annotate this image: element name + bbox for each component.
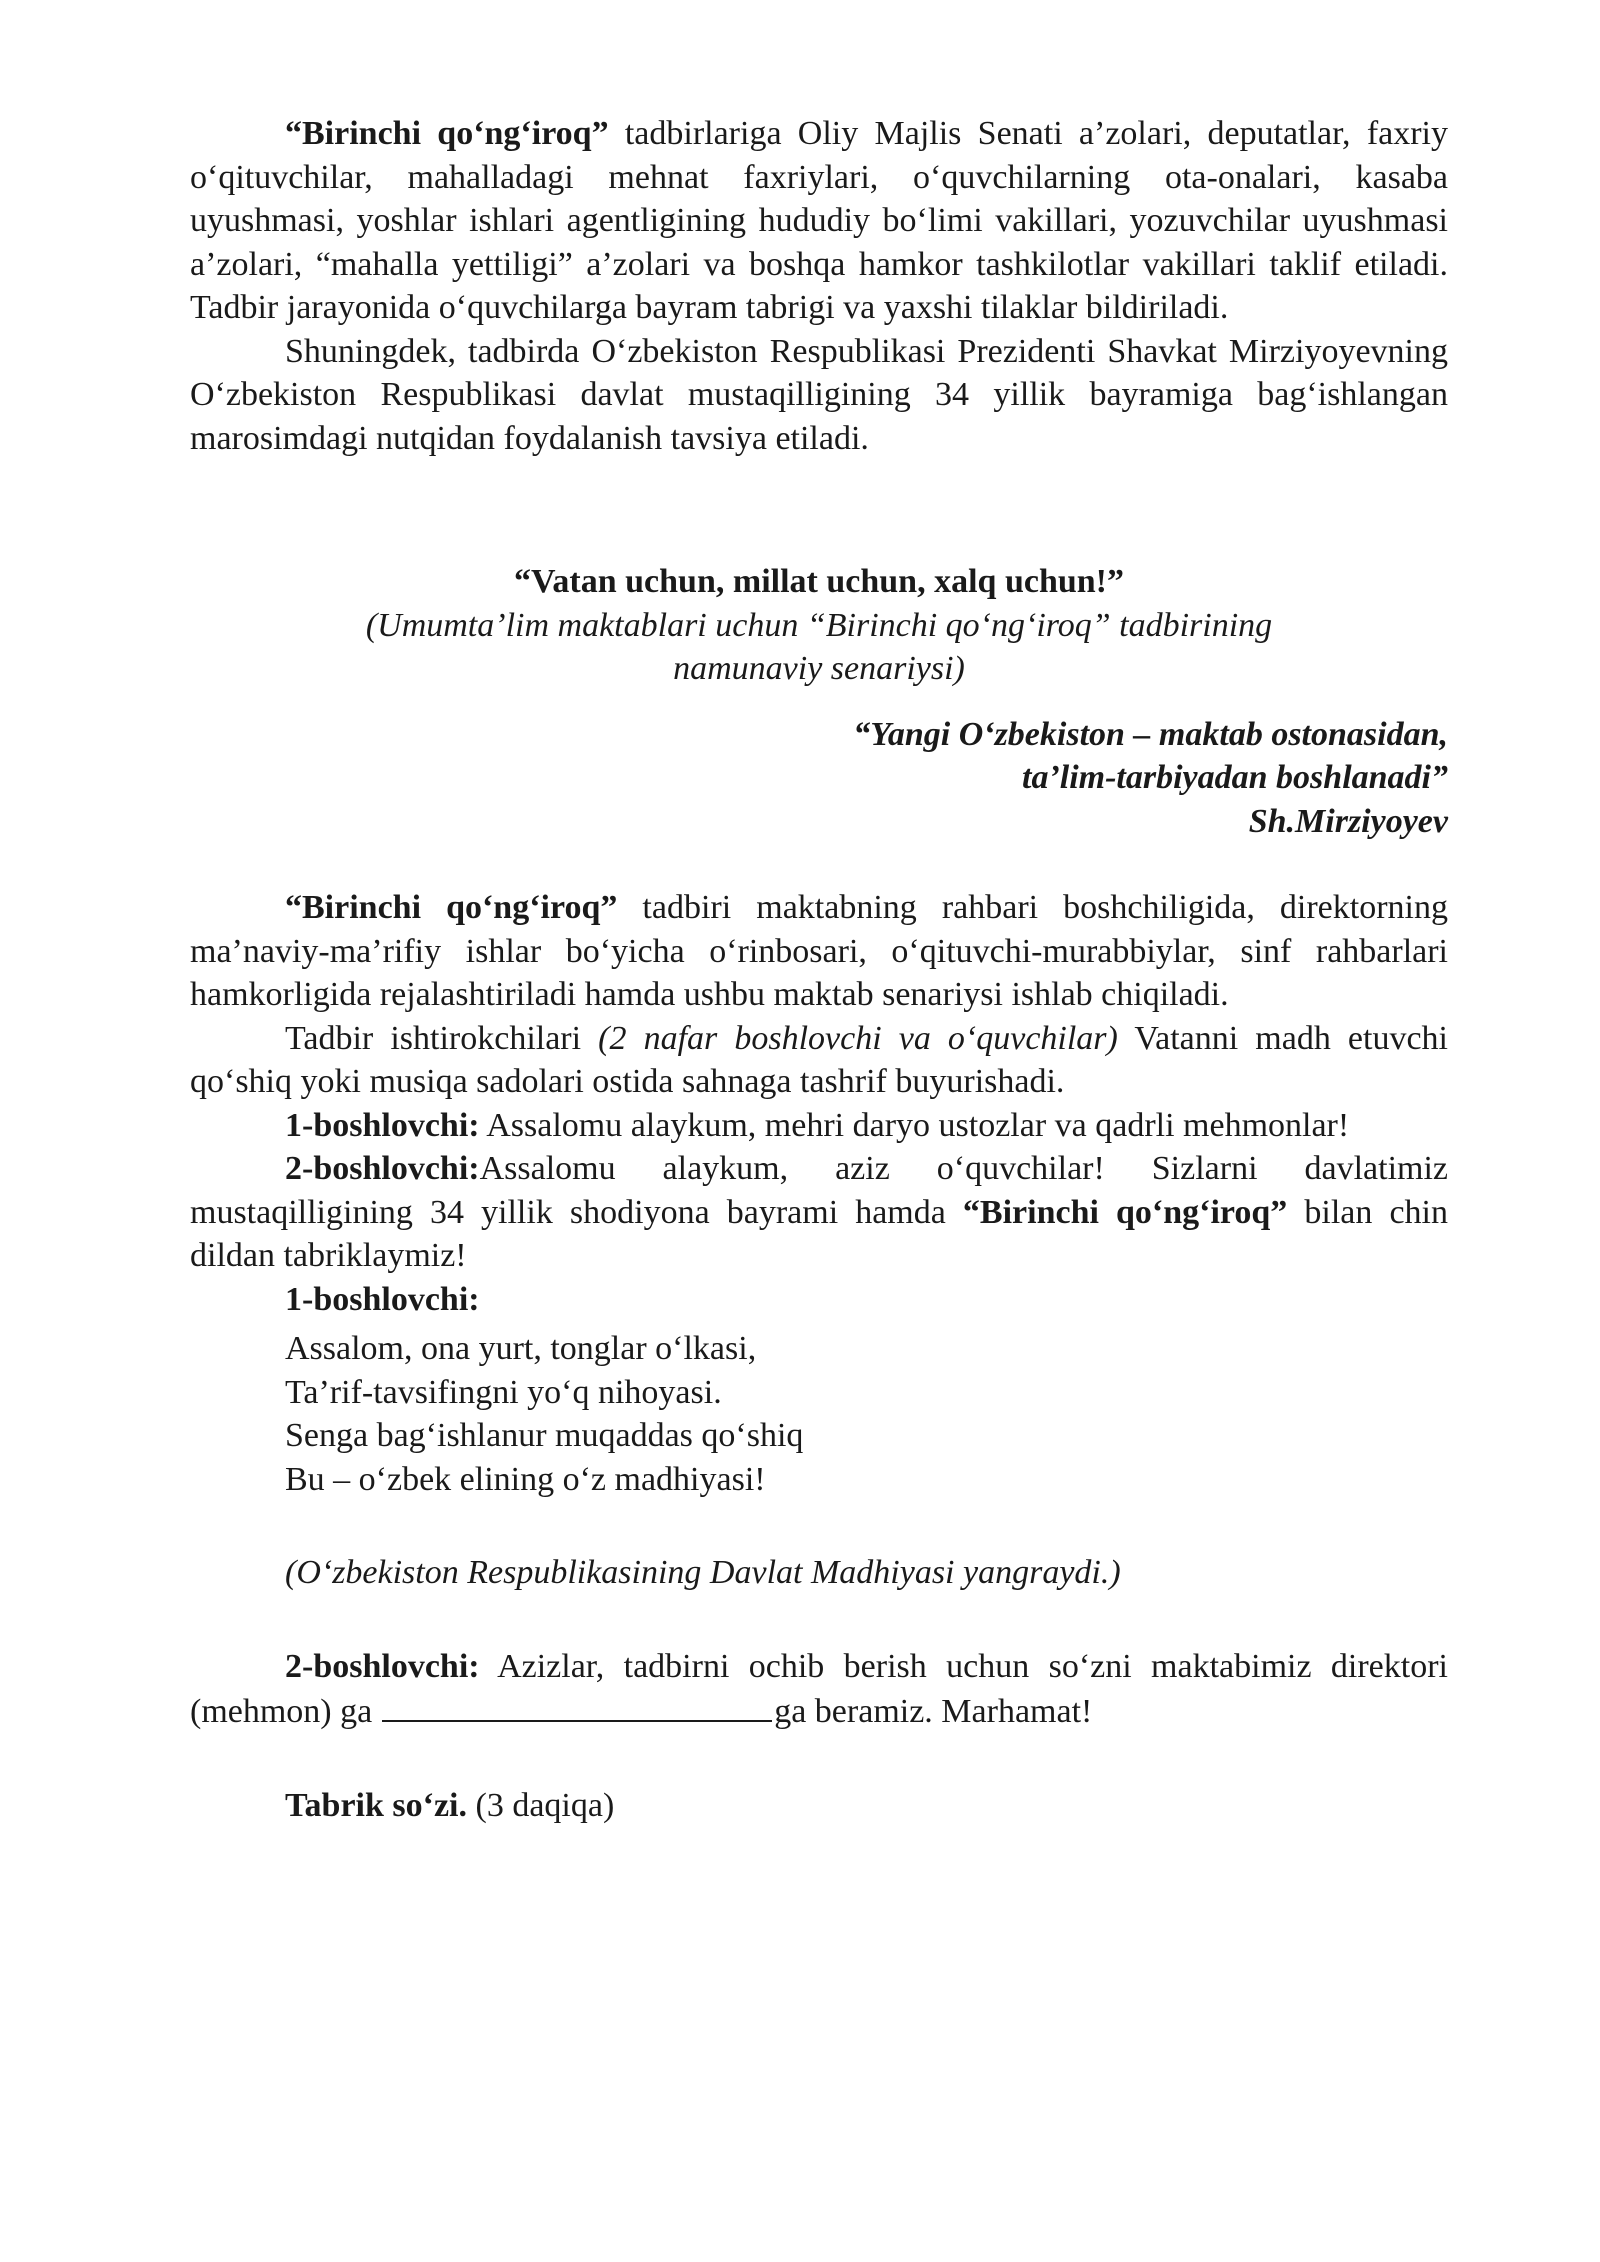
host-2-line [190, 1147, 1448, 1278]
spacer [190, 1501, 1448, 1551]
verse-line: Bu – o‘zbek elining o‘z madhiyasi! [285, 1460, 766, 1498]
greeting-label: Tabrik so‘zi. [285, 1786, 468, 1824]
host-speech: Assalomu alaykum, aziz o‘quvchilar! Sizlarni davlatimiz mustaqilligining 34 yillik shodiyona bayrami hamda [190, 1150, 1448, 1231]
intro-paragraph-1 [190, 112, 1448, 330]
body-text: Tadbir ishtirokchilari [285, 1019, 599, 1057]
stage-note: (O‘zbekiston Respublikasining Davlat Madhiyasi yangraydi.) [285, 1554, 1121, 1591]
scenario-subtitle-line-1: (Umumta’lim maktablari uchun “Birinchi qo‘ng‘iroq” tadbirining [365, 606, 1273, 644]
spacer [190, 691, 1448, 713]
spacer [190, 1734, 1448, 1784]
host-speech: Assalomu alaykum, mehri daryo ustozlar va qadrli mehmonlar! [479, 1106, 1350, 1144]
spacer [190, 1595, 1448, 1645]
host-speech: Azizlar, tadbirni ochib berish uchun so‘zni maktabimiz direktori (mehmon) ga [190, 1647, 1448, 1730]
host-speech-bold: “Birinchi qo‘ng‘iroq” [962, 1193, 1288, 1231]
epigraph-line-1: “Yangi O‘zbekiston – maktab ostonasidan, [853, 715, 1448, 753]
host-1-line [190, 1104, 1448, 1148]
greeting-item [190, 1784, 1448, 1828]
host-label: 2-boshlovchi: [285, 1647, 480, 1685]
body-bold-term: “Birinchi qo‘ng‘iroq” [285, 889, 618, 926]
epigraph-author: Sh.Mirziyoyev [1248, 802, 1448, 840]
spacer [190, 460, 1448, 560]
intro-bold-term: “Birinchi qo‘ng‘iroq” [285, 115, 609, 152]
host-speech: bilan chin dildan tabriklaymiz! [190, 1193, 1448, 1274]
greeting-duration: (3 daqiqa) [467, 1786, 615, 1824]
host-1-verse-label: 1-boshlovchi: [285, 1280, 480, 1318]
body-paragraph-2 [190, 1017, 1448, 1104]
epigraph-line-2: ta’lim-tarbiyadan boshlanadi” [1022, 759, 1448, 796]
body-text: Vatanni madh etuvchi qo‘shiq yoki musiqa sadolari ostida sahnaga tashrif buyurishadi. [190, 1019, 1448, 1100]
host-label: 2-boshlovchi: [285, 1150, 480, 1187]
scenario-subtitle-line-2: namunaviy senariysi) [673, 650, 965, 687]
host-speech: ga beramiz. Marhamat! [774, 1693, 1093, 1730]
host-label: 1-boshlovchi: [285, 1106, 480, 1144]
verse-line: Senga bag‘ishlanur muqaddas qo‘shiq [285, 1417, 804, 1454]
verse-line: Assalom, ona yurt, tonglar o‘lkasi, [285, 1330, 757, 1367]
body-paragraph-1 [190, 886, 1448, 1017]
intro-paragraph-2: Shuningdek, tadbirda O‘zbekiston Respublikasi Prezidenti Shavkat Mirziyoyevning O‘zbekiston Respublikasi davlat mustaqilligining 34 yillik bayramiga bag‘ishlangan marosimdagi nutqidan foydalanish tavsiya etiladi. [190, 332, 1448, 457]
body-text: tadbiri maktabning rahbari boshchiligida, direktorning ma’naviy-ma’rifiy ishlar bo‘yicha o‘rinbosari, o‘qituvchi-murabbiylar, sinf rahbarlari hamkorligida rejalashtiriladi hamda ushbu maktab senariysi ishlab chiqiladi. [190, 889, 1448, 1013]
scenario-title: “Vatan uchun, millat uchun, xalq uchun!” [513, 563, 1124, 600]
anthem-verse [190, 1327, 1448, 1501]
participants-note: (2 nafar boshlovchi va o‘quvchilar) [598, 1019, 1118, 1057]
spacer [190, 843, 1448, 886]
intro-text: tadbirlariga Oliy Majlis Senati a’zolari, deputatlar, faxriy o‘qituvchilar, mahalladagi mehnat faxriylari, o‘quvchilarning ota-onalari, kasaba uyushmasi, yoshlar ishlari agentligining hududiy bo‘limi vakillari, yozuvchilar uyushmasi a’zolari, “mahalla yettiligi” a’zolari va boshqa hamkor tashkilotlar vakillari taklif etiladi. Tadbir jarayonida o‘quvchilarga bayram tabrigi va yaxshi tilaklar bildiriladi. [190, 115, 1448, 326]
verse-line: Ta’rif-tavsifingni yo‘q nihoyasi. [285, 1373, 722, 1411]
host-2-invitation [190, 1645, 1448, 1734]
name-blank-line [382, 1688, 772, 1722]
